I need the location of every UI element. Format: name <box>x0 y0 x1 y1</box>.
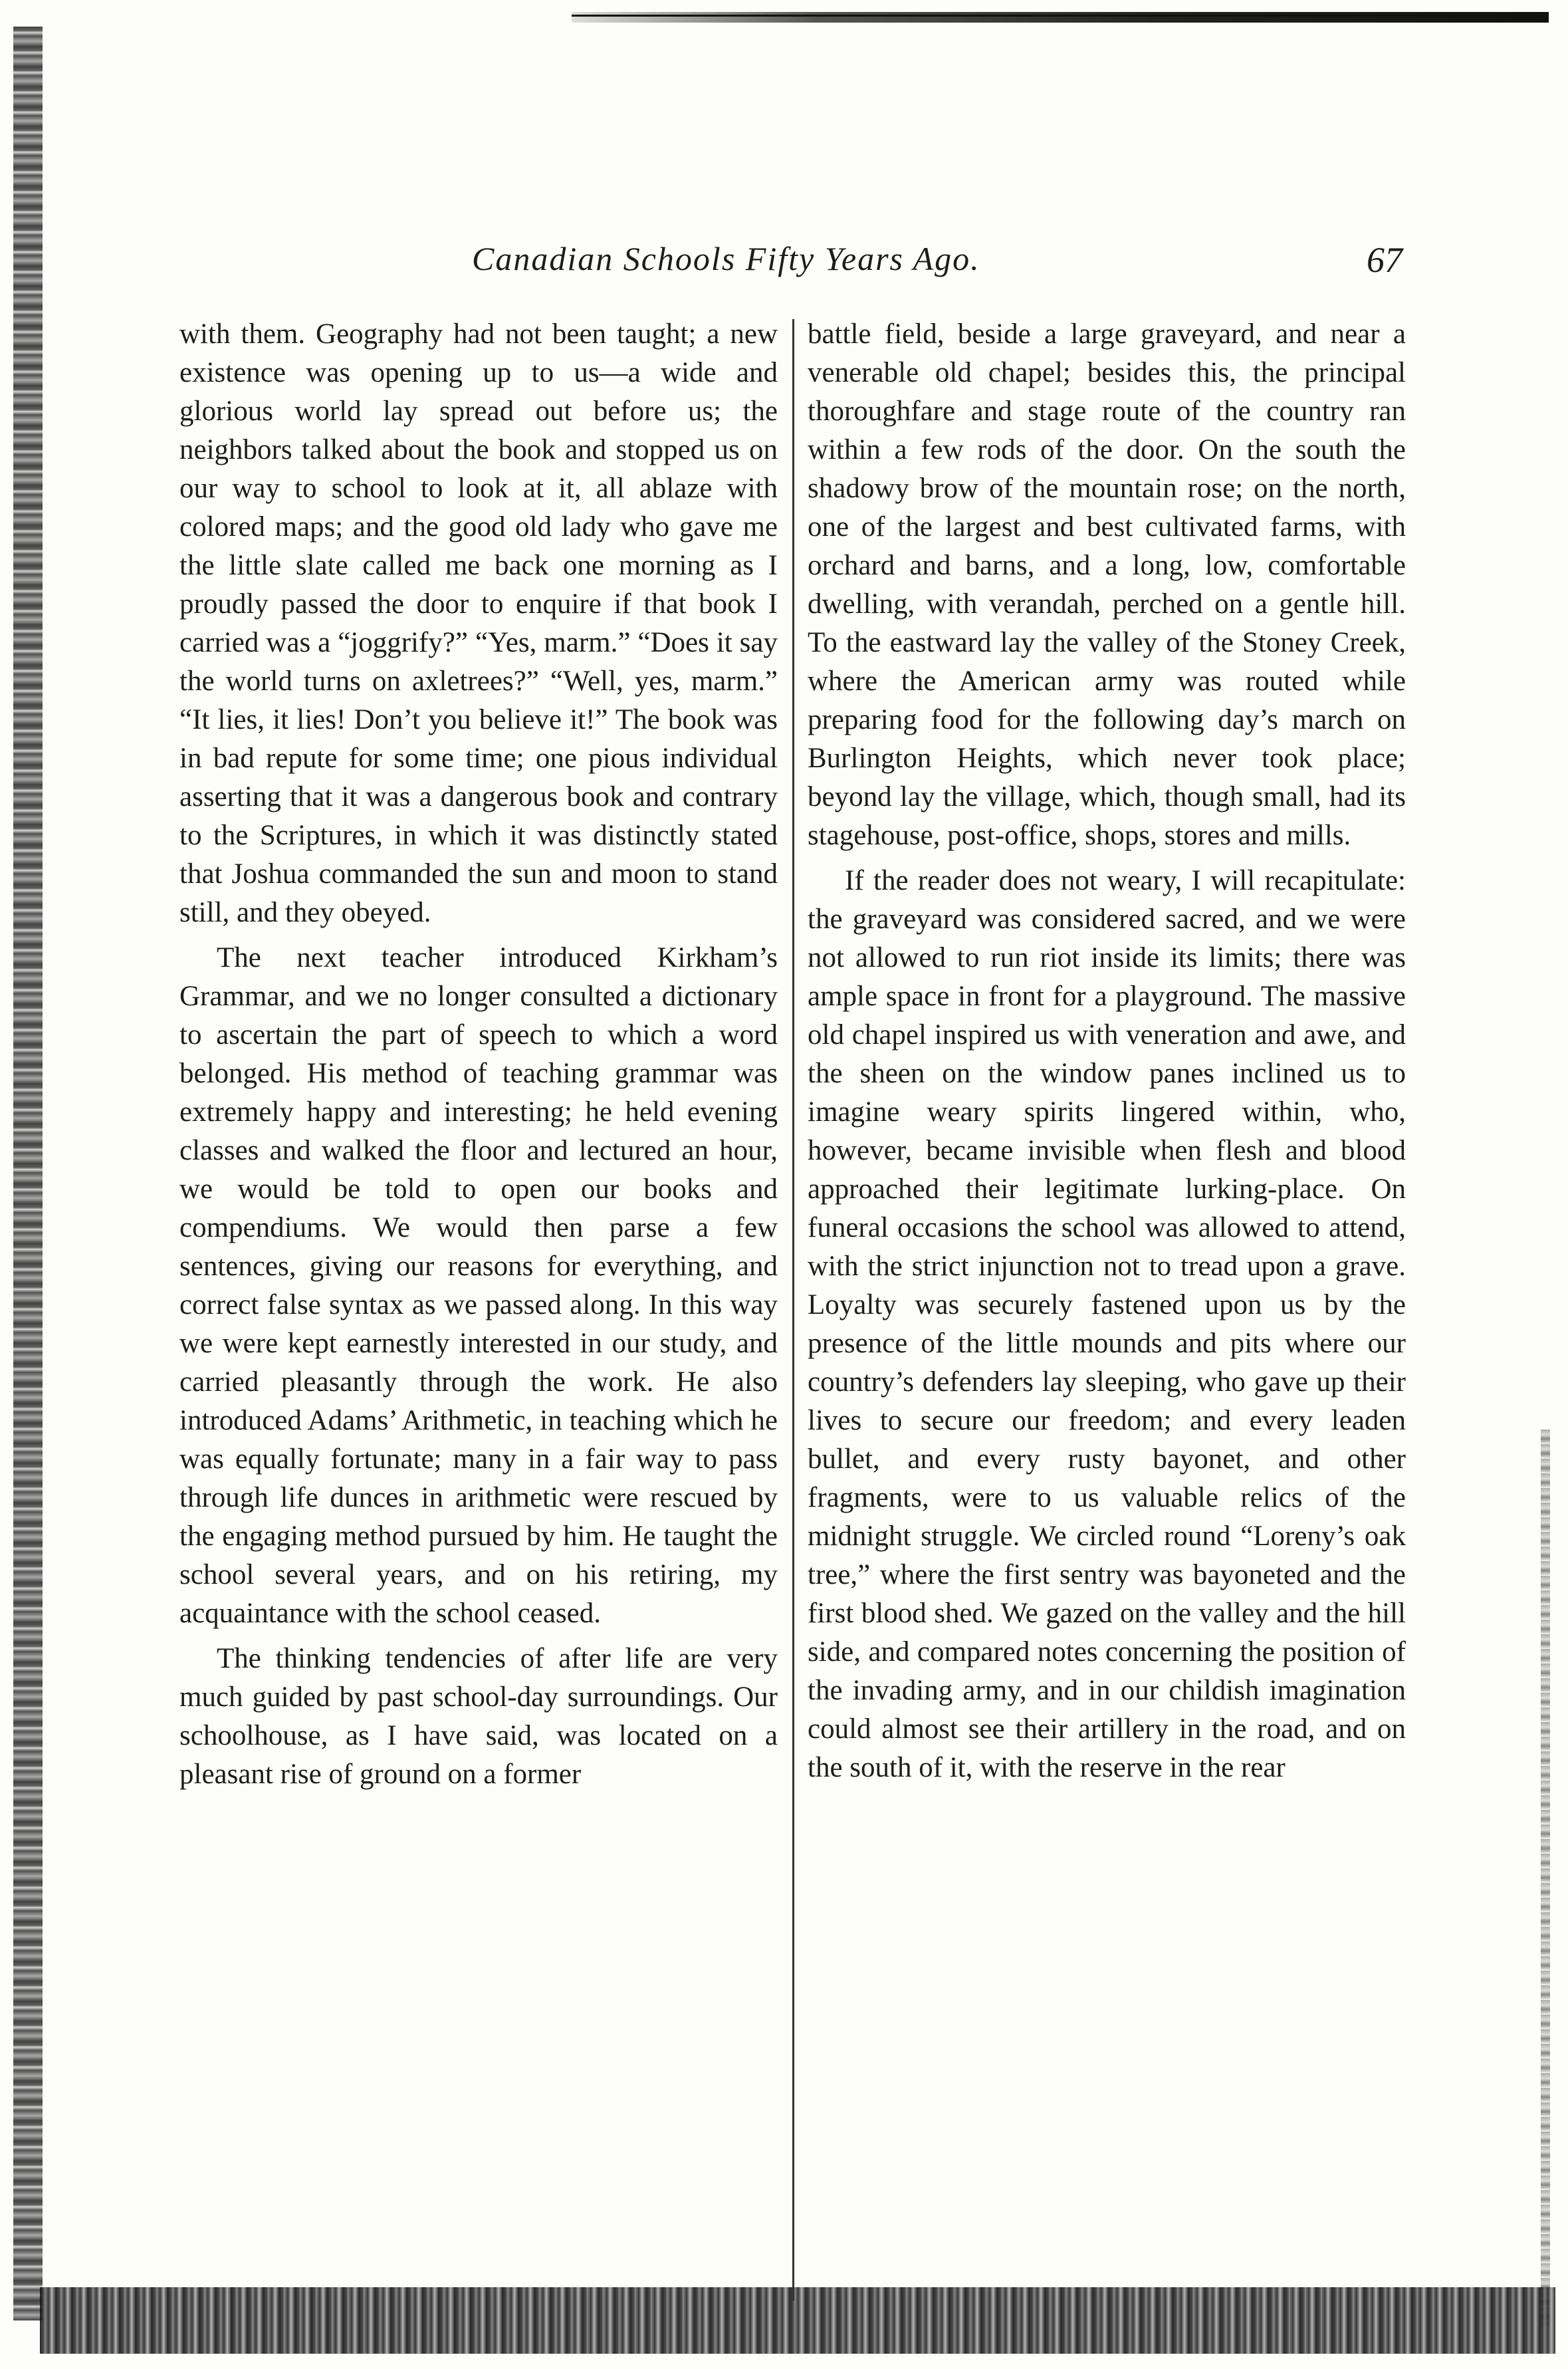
right-scan-edge <box>1541 1430 1550 2327</box>
top-rule-line <box>572 15 1549 17</box>
right-paragraph-2: If the reader does not weary, I will recapitulate: the graveyard was considered sacred, and we were not allowed to run riot inside its limits; there was ample space in front for a playground. The massive old chapel inspired us with veneration and awe, and the sheen on the window panes inclined us to imagine weary spirits lingered within, who, however, became invisible when flesh and blood approached their legitimate lurking-place. On funeral occasions the school was allowed to attend, with the strict injunction not to tread upon a grave. Loyalty was securely fastened upon us by the presence of the little mounds and pits where our country’s defenders lay sleeping, who gave up their lives to secure our freedom; and every leaden bullet, and every rusty bayonet, and other fragments, were to us valuable relics of the midnight struggle. We circled round “Loreny’s oak tree,” where the first sentry was bayoneted and the first blood shed. We gazed on the valley and the hill side, and compared notes concerning the position of the invading army, and in our childish imagination could almost see their artillery in the road, and on the south of it, with the reserve in the rear <box>808 865 1406 1783</box>
page-number: 67 <box>1367 240 1402 280</box>
column-divider <box>792 319 794 2301</box>
running-title: Canadian Schools Fifty Years Ago. <box>472 240 980 277</box>
left-binding-edge <box>13 27 43 2320</box>
left-column <box>179 315 778 1794</box>
left-paragraph-1: with them. Geography had not been taught; a new existence was opening up to us—a wide and glorious world lay spread out before us; the neighbors talked about the book and stopped us on our way to school to look at it, all ablaze with colored maps; and the good old lady who gave me the little slate called me back one morning as I proudly passed the door to enquire if that book I carried was a “joggrify?” “Yes, marm.” “Does it say the world turns on axletrees?” “Well, yes, marm.” “It lies, it lies! Don’t you believe it!” The book was in bad repute for some time; one pious individual asserting that it was a dangerous book and contrary to the Scriptures, in which it was distinctly stated that Joshua commanded the sun and moon to stand still, and they obeyed. <box>179 318 778 928</box>
top-scan-edge <box>572 12 1549 23</box>
left-paragraph-3: The thinking tendencies of after life are very much guided by past school-day surroundings. Our schoolhouse, as I have said, was located on a pleasant rise of ground on a former <box>179 1643 778 1790</box>
bottom-scan-edge <box>40 2287 1555 2354</box>
left-paragraph-2: The next teacher introduced Kirkham’s Grammar, and we no longer consulted a dictionary to ascertain the part of speech to which a word belonged. His method of teaching grammar was extremely happy and interesting; he held evening classes and walked the floor and lectured an hour, we would be told to open our books and compendiums. We would then parse a few sentences, giving our reasons for everything, and correct false syntax as we passed along. In this way we were kept earnestly interested in our study, and carried pleasantly through the work. He also introduced Adams’ Arithmetic, in teaching which he was equally fortunate; many in a fair way to pass through life dunces in arithmetic were rescued by the engaging method pursued by him. He taught the school several years, and on his retiring, my acquaintance with the school ceased. <box>179 942 778 1629</box>
right-paragraph-1: battle field, beside a large graveyard, and near a venerable old chapel; besides this, the principal thoroughfare and stage route of the country ran within a few rods of the door. On the south the shadowy brow of the mountain rose; on the north, one of the largest and best cultivated farms, with orchard and barns, and a long, low, comfortable dwelling, with verandah, perched on a gentle hill. To the eastward lay the valley of the Stoney Creek, where the American army was routed while preparing food for the following day’s march on Burlington Heights, which never took place; beyond lay the village, which, though small, had its stagehouse, post-office, shops, stores and mills. <box>808 318 1406 851</box>
page-header <box>153 239 1402 293</box>
right-column <box>808 315 1406 1787</box>
